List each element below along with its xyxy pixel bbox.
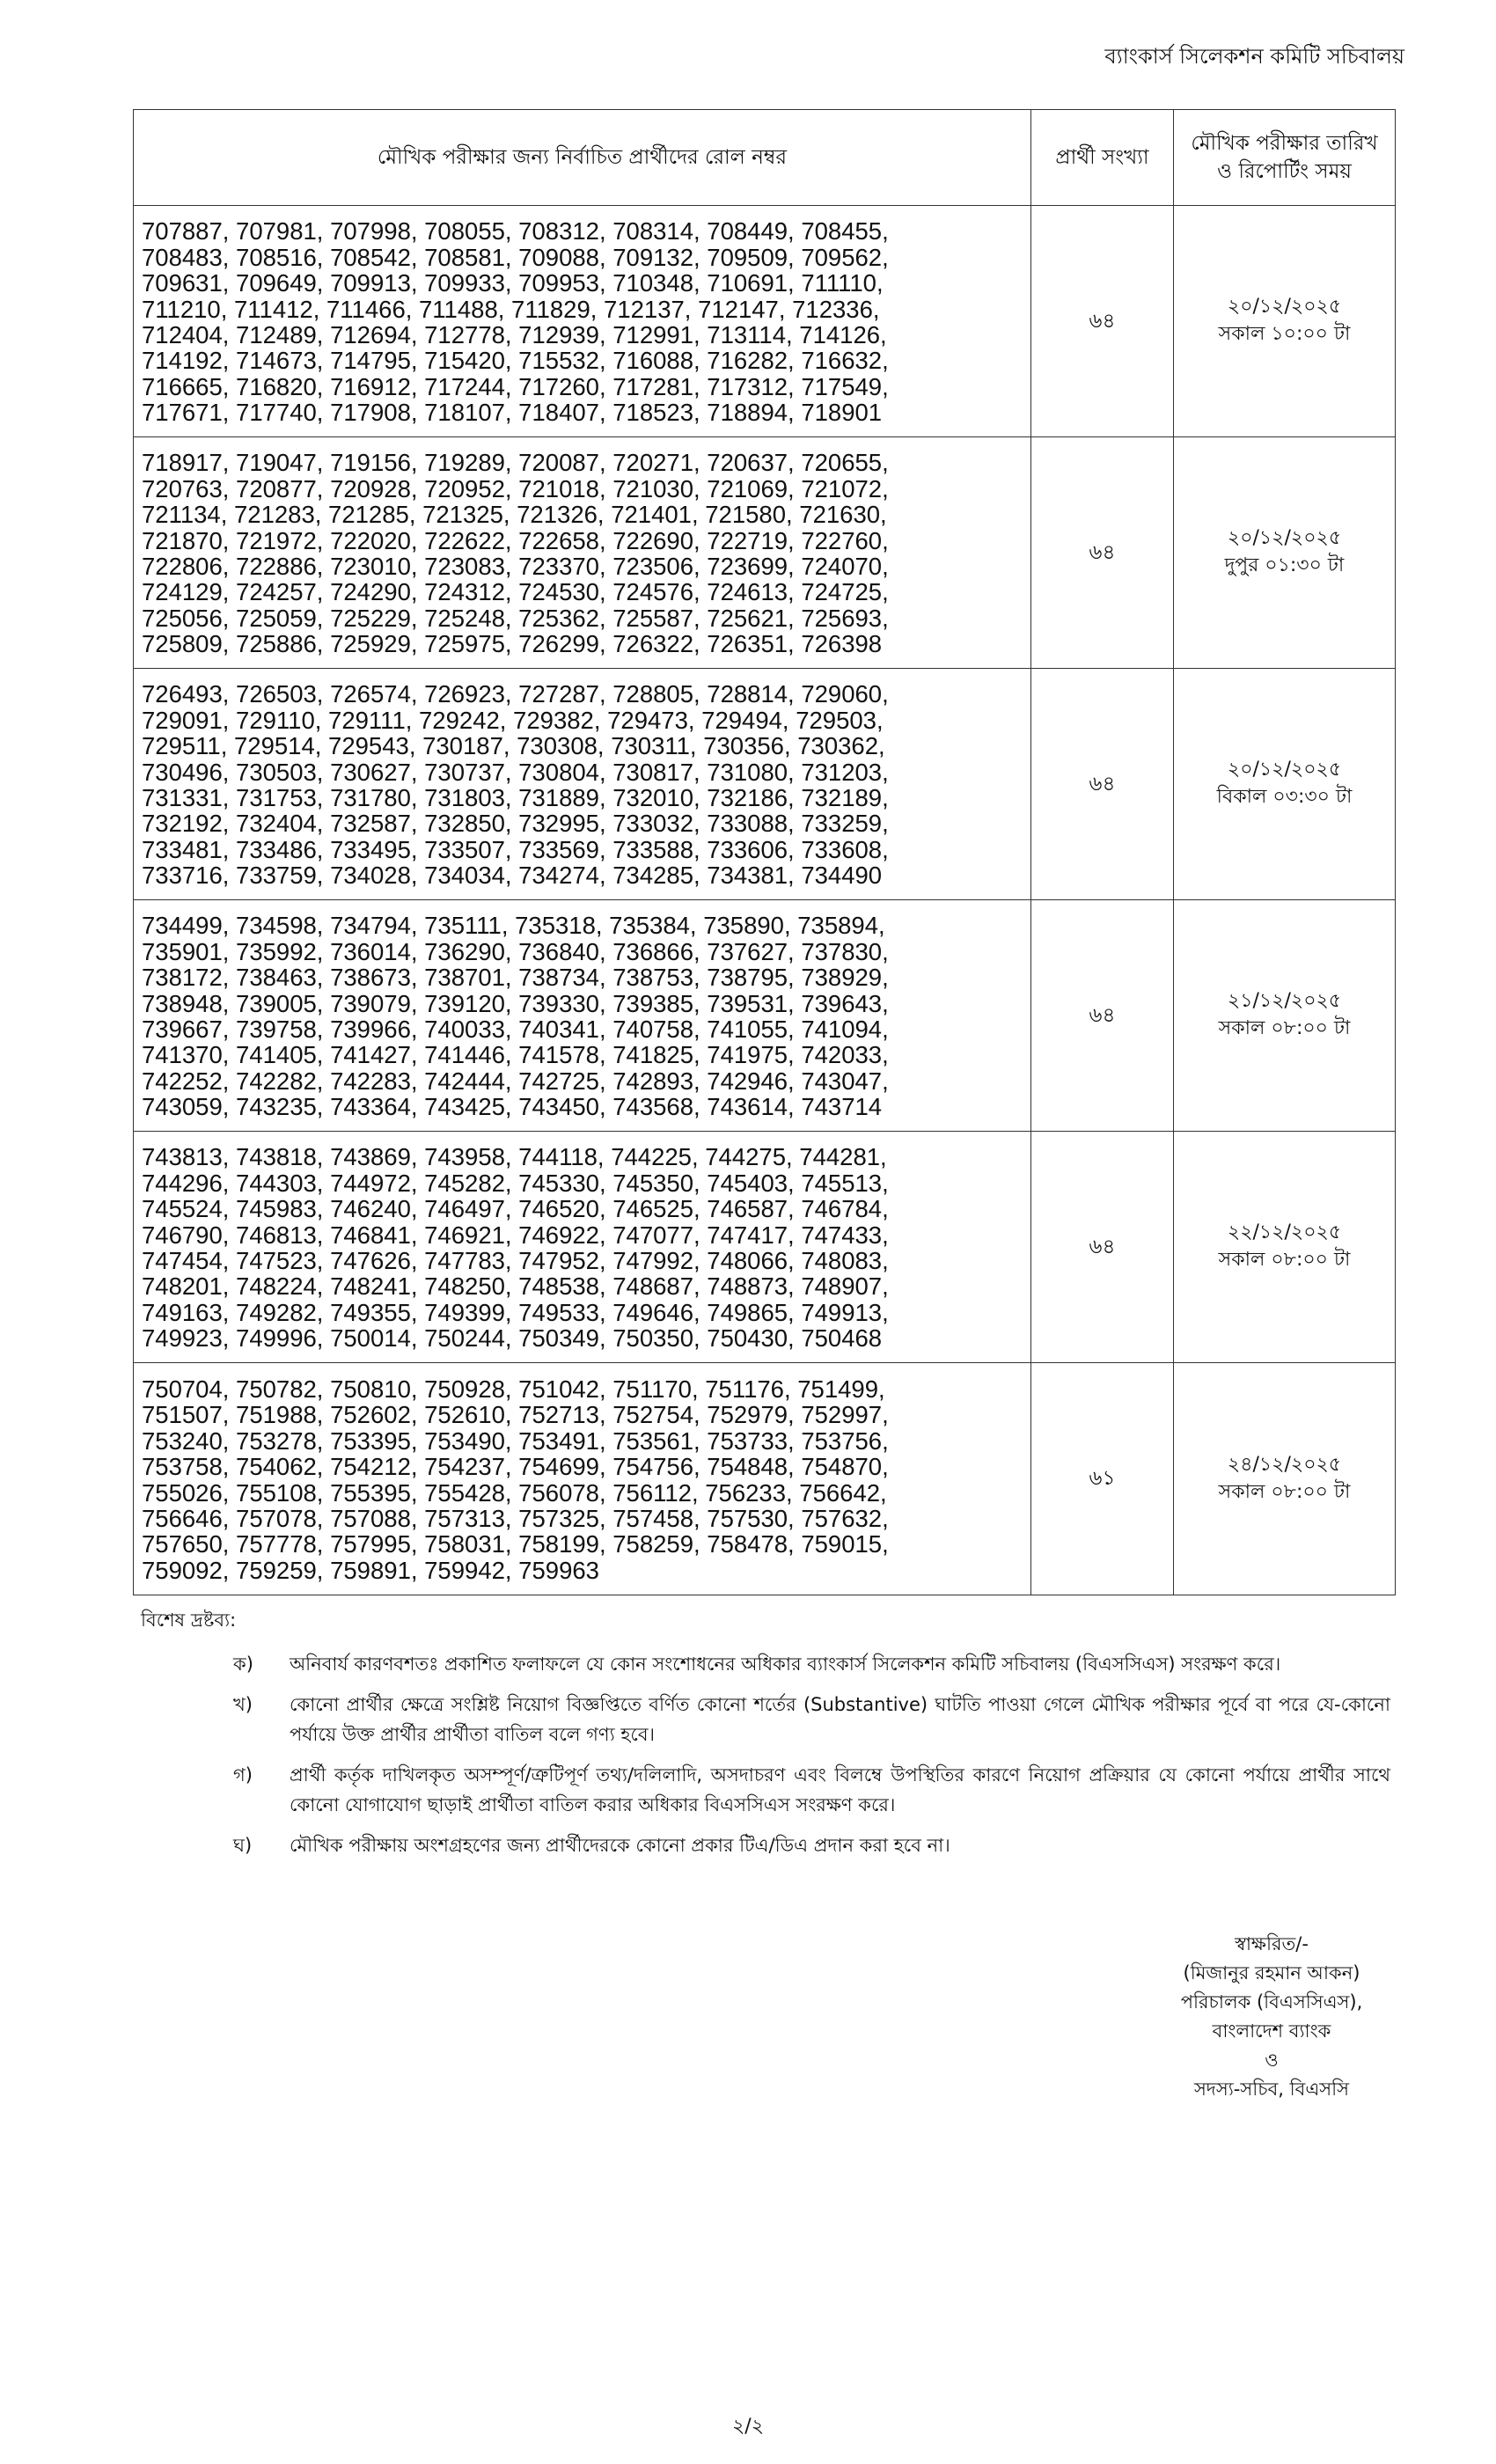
table-row: [134, 206, 1396, 437]
signature-title: পরিচালক (বিএসসিএস),: [1180, 1991, 1363, 2013]
schedule-cell: [1174, 1363, 1396, 1595]
schedule-cell: [1174, 669, 1396, 900]
roll-column-header: মৌখিক পরীক্ষার জন্য নির্বাচিত প্রার্থীদের রোল নম্বর: [134, 110, 1031, 206]
reporting-time: সকাল ১০:০০ টা: [1218, 323, 1351, 345]
schedule-cell: [1174, 206, 1396, 437]
schedule-cell: [1174, 900, 1396, 1132]
roll-numbers-cell: 718917, 719047, 719156, 719289, 720087, 720271, 720637, 720655, 720763, 720877, 720928, 720952, 721018, 721030, 721069, 721072, 721134, 721283, 721285, 721325, 721326, 721401, 721580, 721630, 721870, 721972, 722020, 722622, 722658, 722690, 722719, 722760, 722806, 722886, 723010, 723083, 723370, 723506, 723699, 724070, 724129, 724257, 724290, 724312, 724530, 724576, 724613, 724725, 725056, 725059, 725229, 725248, 725362, 725587, 725621, 725693, 725809, 725886, 725929, 725975, 726299, 726322, 726351, 726398: [134, 437, 1031, 669]
signature-and: ও: [1265, 2050, 1279, 2071]
exam-date: ২০/১২/২০২৫: [1227, 527, 1342, 550]
results-table: [133, 109, 1396, 1595]
candidate-count-cell: ৬১: [1031, 1363, 1174, 1595]
note-marker: ক): [233, 1654, 253, 1675]
reporting-time: সকাল ০৮:০০ টা: [1218, 1249, 1351, 1271]
note-text: মৌখিক পরীক্ষায় অংশগ্রহণের জন্য প্রার্থীদেরকে কোনো প্রকার টিএ/ডিএ প্রদান করা হবে না।: [290, 1835, 950, 1856]
note-text: কোনো প্রার্থীর ক্ষেত্রে সংশ্লিষ্ট নিয়োগ বিজ্ঞপ্তিতে বর্ণিত কোনো শর্তের (Substantive) ঘাটতি পাওয়া গেলে মৌখিক পরীক্ষার পূর্বে বা পরে যে-কোনো পর্যায়ে উক্ত প্রার্থীর প্রার্থীতা বাতিল বলে গণ্য হবে।: [290, 1694, 1390, 1745]
table-row: [134, 1363, 1396, 1595]
exam-date: ২০/১২/২০২৫: [1227, 759, 1342, 781]
roll-numbers-cell: 743813, 743818, 743869, 743958, 744118, 744225, 744275, 744281, 744296, 744303, 744972, 745282, 745330, 745350, 745403, 745513, 745524, 745983, 746240, 746497, 746520, 746525, 746587, 746784, 746790, 746813, 746841, 746921, 746922, 747077, 747417, 747433, 747454, 747523, 747626, 747783, 747952, 747992, 748066, 748083, 748201, 748224, 748241, 748250, 748538, 748687, 748873, 748907, 749163, 749282, 749355, 749399, 749533, 749646, 749865, 749913, 749923, 749996, 750014, 750244, 750349, 750350, 750430, 750468: [134, 1132, 1031, 1363]
reporting-time: সকাল ০৮:০০ টা: [1218, 1017, 1351, 1039]
schedule-cell: [1174, 1132, 1396, 1363]
schedule-header-line2: ও রিপোর্টিং সময়: [1217, 160, 1352, 183]
table-header-row: [134, 110, 1396, 206]
reporting-time: বিকাল ০৩:৩০ টা: [1216, 786, 1353, 808]
signature-role: সদস্য-সচিব, বিএসসি: [1193, 2079, 1350, 2100]
page-number: ২/২: [731, 2416, 765, 2438]
note-marker: ঘ): [233, 1835, 253, 1856]
exam-date: ২৪/১২/২০২৫: [1227, 1453, 1342, 1476]
signature-name: (মিজানুর রহমান আকন): [1183, 1962, 1360, 1984]
signature-block: [1126, 1930, 1417, 2104]
exam-date: ২২/১২/২০২৫: [1227, 1221, 1342, 1244]
roll-numbers-cell: 726493, 726503, 726574, 726923, 727287, 728805, 728814, 729060, 729091, 729110, 729111, 729242, 729382, 729473, 729494, 729503, 729511, 729514, 729543, 730187, 730308, 730311, 730356, 730362, 730496, 730503, 730627, 730737, 730804, 730817, 731080, 731203, 731331, 731753, 731780, 731803, 731889, 732010, 732186, 732189, 732192, 732404, 732587, 732850, 732995, 733032, 733088, 733259, 733481, 733486, 733495, 733507, 733569, 733588, 733606, 733608, 733716, 733759, 734028, 734034, 734274, 734285, 734381, 734490: [134, 669, 1031, 900]
roll-numbers-cell: 750704, 750782, 750810, 750928, 751042, 751170, 751176, 751499, 751507, 751988, 752602, 752610, 752713, 752754, 752979, 752997, 753240, 753278, 753395, 753490, 753491, 753561, 753733, 753756, 753758, 754062, 754212, 754237, 754699, 754756, 754848, 754870, 755026, 755108, 755395, 755428, 756078, 756112, 756233, 756642, 756646, 757078, 757088, 757313, 757325, 757458, 757530, 757632, 757650, 757778, 757995, 758031, 758199, 758259, 758478, 759015, 759092, 759259, 759891, 759942, 759963: [134, 1363, 1031, 1595]
exam-date: ২০/১২/২০২৫: [1227, 296, 1342, 319]
signature-signed: স্বাক্ষরিত/-: [1235, 1933, 1309, 1954]
count-column-header: প্রার্থী সংখ্যা: [1031, 110, 1174, 206]
note-text: প্রার্থী কর্তৃক দাখিলকৃত অসম্পূর্ণ/ত্রুটিপূর্ণ তথ্য/দলিলাদি, অসদাচরণ এবং বিলম্বে উপস্থিতির কারণে নিয়োগ প্রক্রিয়ার যে কোনো পর্যায়ে প্রার্থীর সাথে কোনো যোগাযোগ ছাড়াই প্রার্থীতা বাতিল করার অধিকার বিএসসিএস সংরক্ষণ করে।: [290, 1764, 1390, 1815]
candidate-count-cell: ৬৪: [1031, 1132, 1174, 1363]
note-text: অনিবার্য কারণবশতঃ প্রকাশিত ফলাফলে যে কোন সংশোধনের অধিকার ব্যাংকার্স সিলেকশন কমিটি সচিবালয় (বিএসসিএস) সংরক্ষণ করে।: [290, 1654, 1281, 1675]
candidate-count-cell: ৬৪: [1031, 669, 1174, 900]
note-marker: খ): [233, 1694, 253, 1715]
reporting-time: দুপুর ০১:৩০ টা: [1224, 554, 1345, 576]
table-row: [134, 669, 1396, 900]
note-item: [141, 1760, 1390, 1820]
note-item: [141, 1690, 1390, 1749]
table-row: [134, 437, 1396, 669]
notes-section: [141, 1606, 1390, 1871]
roll-numbers-cell: 707887, 707981, 707998, 708055, 708312, 708314, 708449, 708455, 708483, 708516, 708542, 708581, 709088, 709132, 709509, 709562, 709631, 709649, 709913, 709933, 709953, 710348, 710691, 711110, 711210, 711412, 711466, 711488, 711829, 712137, 712147, 712336, 712404, 712489, 712694, 712778, 712939, 712991, 713114, 714126, 714192, 714673, 714795, 715420, 715532, 716088, 716282, 716632, 716665, 716820, 716912, 717244, 717260, 717281, 717312, 717549, 717671, 717740, 717908, 718107, 718407, 718523, 718894, 718901: [134, 206, 1031, 437]
note-item: [141, 1830, 1390, 1860]
table-row: [134, 1132, 1396, 1363]
schedule-cell: [1174, 437, 1396, 669]
schedule-column-header: [1174, 110, 1396, 206]
candidate-count-cell: ৬৪: [1031, 206, 1174, 437]
exam-date: ২১/১২/২০২৫: [1227, 990, 1342, 1013]
signature-bank: বাংলাদেশ ব্যাংক: [1212, 2020, 1331, 2042]
header-org-name: ব্যাংকার্স সিলেকশন কমিটি সচিবালয়: [1104, 44, 1404, 69]
note-marker: গ): [233, 1764, 253, 1786]
candidate-count-cell: ৬৪: [1031, 900, 1174, 1132]
candidate-count-cell: ৬৪: [1031, 437, 1174, 669]
note-item: [141, 1649, 1390, 1679]
schedule-header-line1: মৌখিক পরীক্ষার তারিখ: [1191, 131, 1378, 155]
roll-numbers-cell: 734499, 734598, 734794, 735111, 735318, 735384, 735890, 735894, 735901, 735992, 736014, 736290, 736840, 736866, 737627, 737830, 738172, 738463, 738673, 738701, 738734, 738753, 738795, 738929, 738948, 739005, 739079, 739120, 739330, 739385, 739531, 739643, 739667, 739758, 739966, 740033, 740341, 740758, 741055, 741094, 741370, 741405, 741427, 741446, 741578, 741825, 741975, 742033, 742252, 742282, 742283, 742444, 742725, 742893, 742946, 743047, 743059, 743235, 743364, 743425, 743450, 743568, 743614, 743714: [134, 900, 1031, 1132]
notes-title: বিশেষ দ্রষ্টব্য:: [141, 1610, 237, 1631]
table-row: [134, 900, 1396, 1132]
reporting-time: সকাল ০৮:০০ টা: [1218, 1480, 1351, 1503]
